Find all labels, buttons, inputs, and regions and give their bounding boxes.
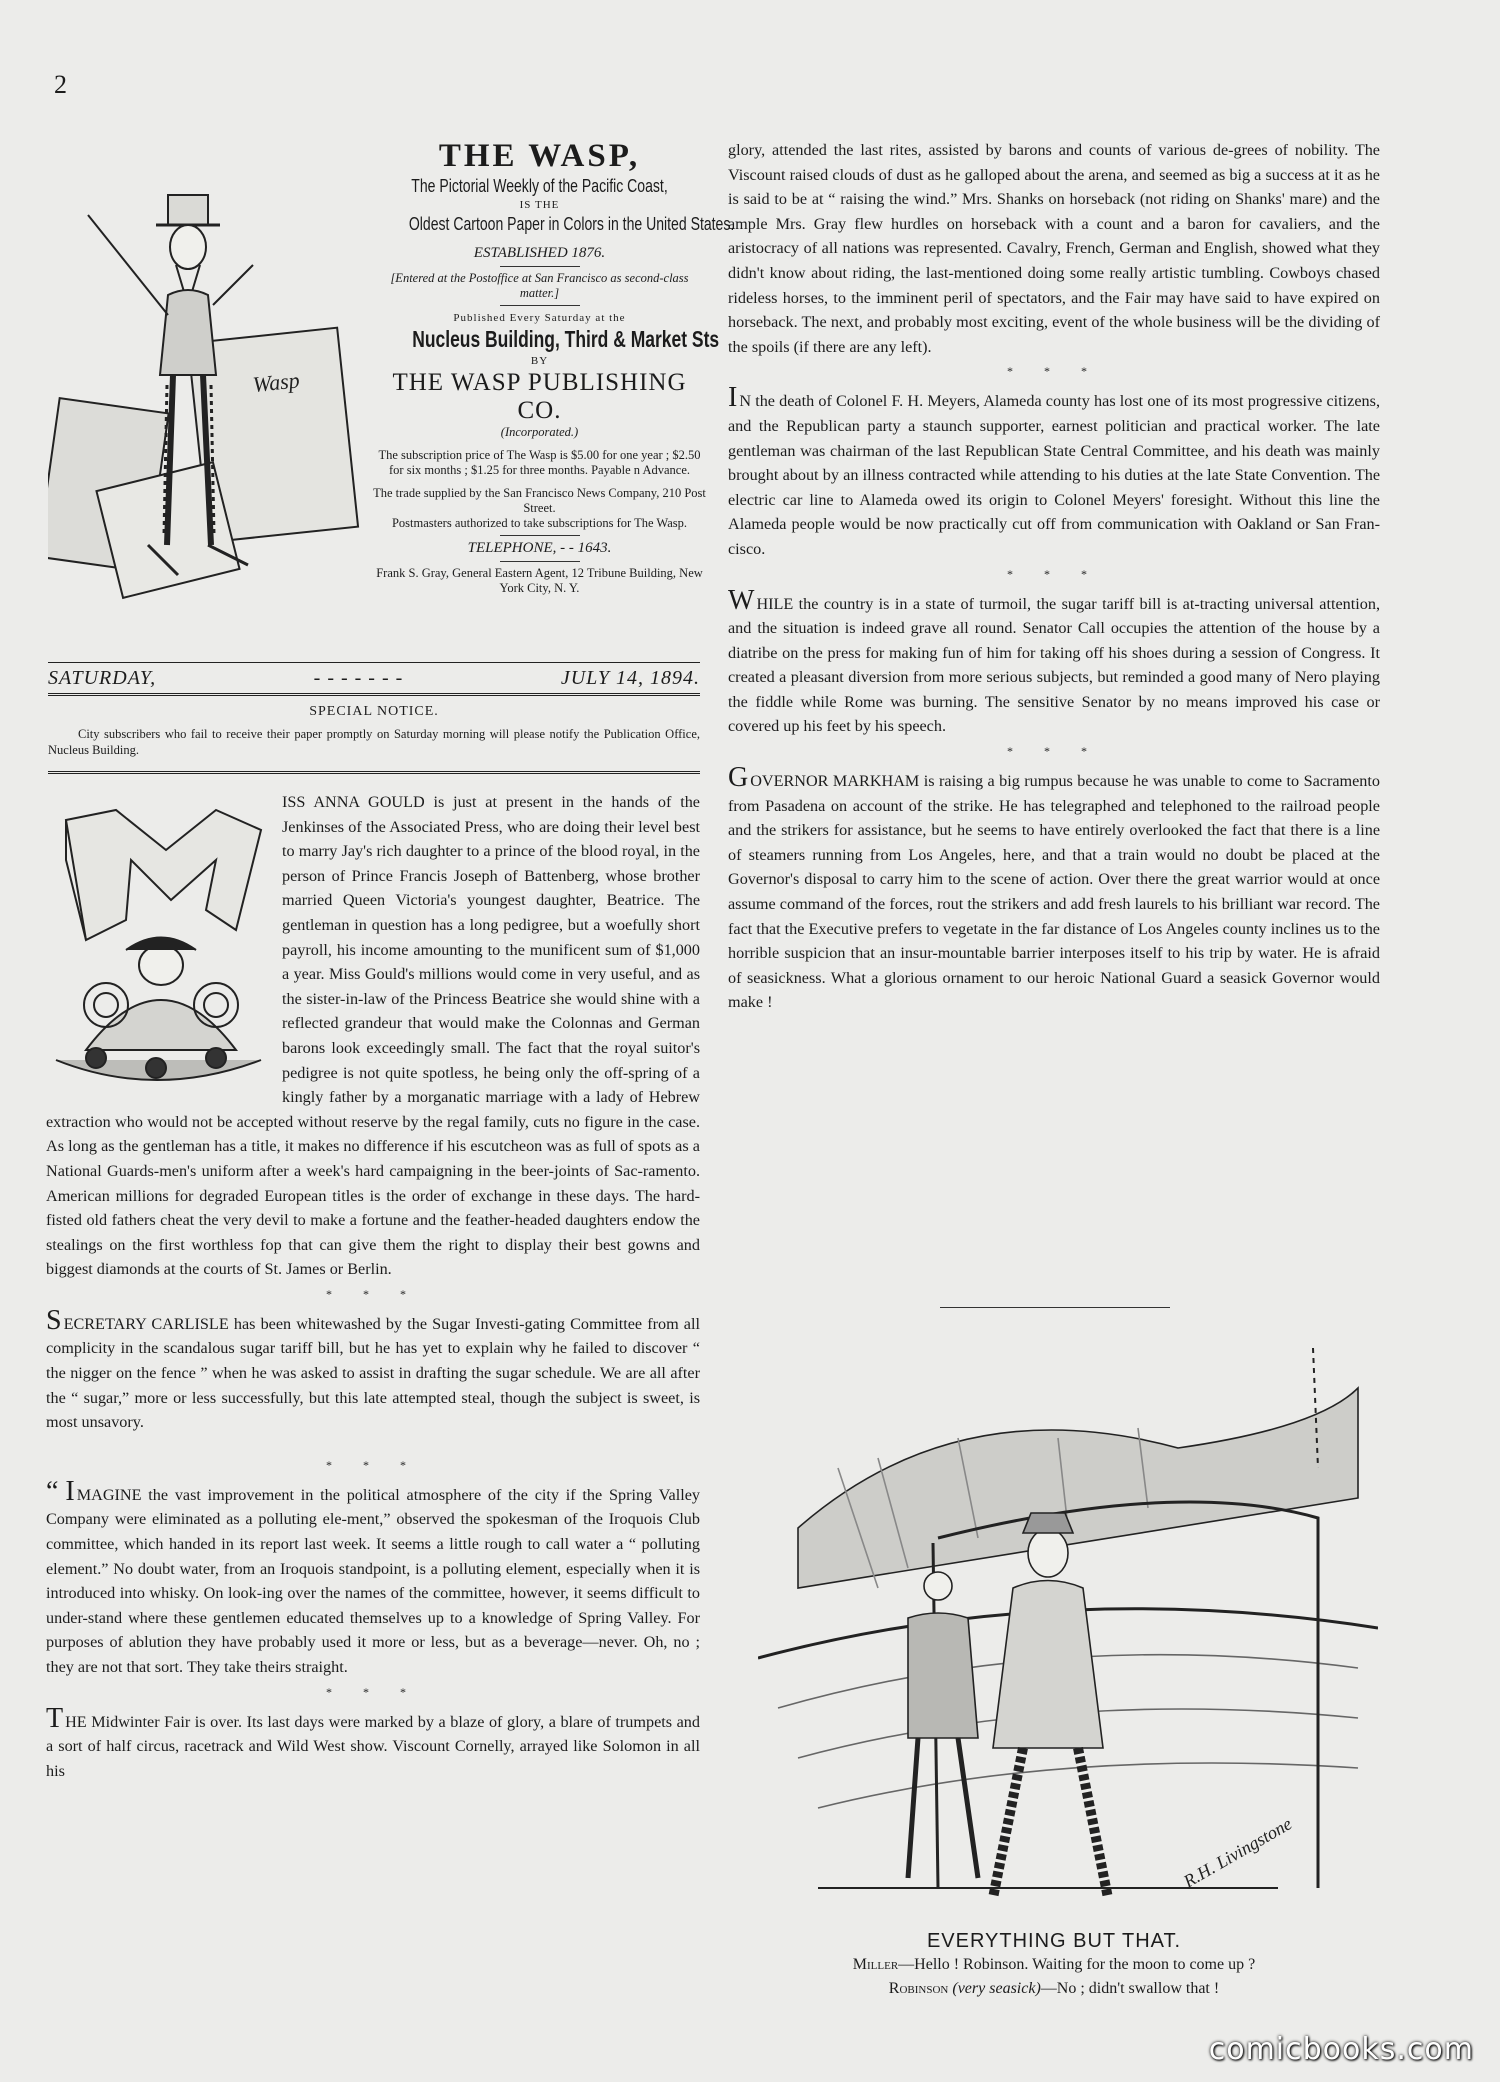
article-markham: [728, 762, 1380, 1015]
caption-line-robinson: [728, 1977, 1380, 2001]
speaker-miller: Miller: [852, 1956, 899, 1973]
seasick-cartoon-illustration: [758, 1328, 1378, 1938]
article-sugar: [728, 584, 1380, 740]
robinson-aside: (very seasick): [952, 1980, 1041, 1997]
drop-cap: “ I: [46, 1475, 75, 1507]
masthead-published: Published Every Saturday at the: [453, 312, 626, 324]
divider: [48, 771, 700, 774]
masthead-by: BY: [530, 355, 549, 367]
masthead-subscription: The subscription price of The Wasp is $5.00 for one year ; $2.50 for six months ; $1.25 for three months. Payable n Advance.: [378, 448, 701, 477]
masthead-title: THE WASP,: [438, 138, 641, 174]
masthead-tagline-2: Oldest Cartoon Paper in Colors in the United States.: [408, 214, 735, 234]
article-gould: [46, 790, 700, 1282]
masthead-established: ESTABLISHED 1876.: [473, 245, 606, 261]
section-divider-stars: * * *: [326, 1457, 420, 1472]
article-sugar-text: HILE the country is in a state of turmoil, the sugar tariff bill is at-tracting universal attention, and the situation is indeed grave all round. Senator Call occupies the attention of the house by a diatribe on the press for making fun of him for taking off his shoes during a session of Congress. It created a pleasant diversion from more serious subjects, but reminded a good many of Nero playing the fiddle while Rome was burning. The sensitive Senator by no means improved his case or covered up his feet by his speech.: [728, 594, 1380, 736]
article-imagine: [46, 1475, 700, 1680]
article-fair-continued: glory, attended the last rites, assisted by barons and counts of various de-grees of nobility. The Viscount raised clouds of dust as he galloped about the arena, and seemed as big a success at it as he is said to be at “ raising the wind.” Mrs. Shanks on horseback (not riding on Shanks' mare) and the ample Mrs. Gray flew hurdles on horseback with a count and a baron for cavaliers, and the aristocracy of all nations was represented. Cavalry, French, German and English, showed what they didn't know about riding, the last-mentioned doing some really artistic tumbling. Cowboys chased rideless horses, to the imminent peril of spectators, and the Fair may have said to have expired on horseback. The next, and probably most exciting, event of the whole business will be the dividing of the spoils (if there are any left).: [728, 141, 1380, 356]
article-fair-text: HE Midwinter Fair is over. Its last days were marked by a blaze of glory, a blare of trumpets and a sort of half circus, racetrack and Wild West show. Viscount Cornelly, arrayed like Solomon in all his: [46, 1712, 700, 1780]
notice-heading: SPECIAL NOTICE.: [309, 704, 439, 719]
masthead: [372, 138, 735, 596]
masthead-building: Nucleus Building, Third & Market Sts: [412, 326, 720, 352]
section-divider-stars: * * *: [1007, 364, 1101, 379]
drop-cap: T: [46, 1702, 64, 1734]
drop-cap: S: [46, 1304, 62, 1336]
caption-title: EVERYTHING BUT THAT.: [926, 1930, 1182, 1952]
miller-dialogue: —Hello ! Robinson. Waiting for the moon to come up ?: [898, 1956, 1256, 1973]
dateline-date: JULY 14, 1894.: [560, 666, 700, 689]
robinson-dialogue: —No ; didn't swallow that !: [1040, 1980, 1220, 1997]
masthead-agent: Frank S. Gray, General Eastern Agent, 12 Tribune Building, New York City, N. Y.: [376, 566, 703, 595]
article-gould-text: ISS ANNA GOULD is just at present in the hands of the Jenkinses of the Associated Press, who are doing their level best to marry Jay's rich daughter to a prince of the blood royal, in the person of Prince Francis Joseph of Battenberg, whose brother married Queen Victoria's youngest daughter, Beatrice. The gentleman in question has a long pedigree, but a woefully short payroll, his income amounting to the munificent sum of $1,000 a year. Miss Gould's millions would come in very useful, and as the sister-in-law of the Princess Beatrice she would shine with a reflected grandeur that would make the Colonnas and German barons look exceedingly small. The fact that the royal suitor's pedigree is not quite spotless, he being only the off-spring of a kingly father by a morganatic marriage with a lady of Hebrew extraction who would not be accepted without reserve by the regal family, cuts no figure in the case. As long as the gentleman has a title, it makes no difference if his escutcheon was as full of spots as a National Guards-men's uniform after a week's hard campaigning in the beer-joints of Sac-ramento. American millions for degraded European titles is the order of exchange in these days. The hard-fisted old fathers cheat the very devil to make a fortune and the feather-headed daughters endow the stealings on the first worthless fop that can give them the right to display their best gowns and biggest diamonds at the courts of St. James or Berlin.: [46, 793, 700, 1279]
article-markham-text: OVERNOR MARKHAM is raising a big rumpus because he was unable to come to Sacramento from Pasadena on account of the strike. He has telegraphed and telephoned to the railroad people and the strikers for assistance, but he seems to have entirely overlooked the fact that there is a line of steamers running from Los Angeles, here, and that a train would no doubt be placed at the Governor's disposal to carry him to the scene of action. Over there the great warrior would at once assume command of the forces, rout the strikers and add fresh laurels to his brilliant war record. The fact that the Executive prefers to vegetate in the far distance of Los Angeles county inclines us to the horrible suspicion that an insur-mountable barrier interposes itself to his trip by water. He is afraid of seasickness. What a glorious ornament to our heroic National Guard a seasick Governor would make !: [728, 772, 1380, 1012]
section-divider-stars: * * *: [326, 1684, 420, 1699]
watermark: comicbooks.com: [1208, 2032, 1474, 2067]
divider: [940, 1307, 1170, 1308]
section-divider-stars: * * *: [1007, 566, 1101, 581]
caption-line-miller: [728, 1953, 1380, 1977]
masthead-cut-label: Wasp: [251, 367, 301, 398]
notice-text: City subscribers who fail to receive their paper promptly on Saturday morning will please notify the Publication Office, Nucleus Building.: [48, 727, 700, 757]
drop-cap: W: [728, 584, 755, 616]
page-number: 2: [54, 70, 67, 99]
artist-signature: R.H. Livingstone: [1180, 1813, 1296, 1892]
right-column: [728, 138, 1380, 1015]
dateline-dashes: - - - - - - -: [313, 666, 404, 689]
dateline: [48, 662, 700, 696]
article-imagine-text: MAGINE the vast improvement in the political atmosphere of the city if the Spring Valley Company were eliminated as a polluting ele-ment,” observed the spokesman of the Iroquois Club committee, which handed in its report last week. It seems a little rough to call water a “ polluting element.” No doubt water, from an Iroquois standpoint, is a polluting element, especially when it is introduced into whisky. On look-ing over the names of the committee, however, it seems difficult to under-stand where these gentlemen educated themselves up to a knowledge of Spring Valley. For purposes of ablution they have probably used it more or less, but as a beverage—never. Oh, no ; they are not that sort. They take theirs straight.: [46, 1485, 700, 1676]
masthead-trade: The trade supplied by the San Francisco News Company, 210 Post Street.: [373, 486, 706, 515]
article-meyers: [728, 382, 1380, 561]
article-meyers-text: N the death of Colonel F. H. Meyers, Alameda county has lost one of its most progressive citizens, and the Republican party a staunch supporter, earnest politician and practical worker. The late gentleman was chairman of the last Republican State Central Committee, and his death was mainly brought about by an illness contracted while attending to his duties at the late State Convention. The electric car line to Alameda owed its origin to Colonel Meyers' foresight. Without this line the Alameda people would be now practically cut off from communication with Oakland or San Fran-cisco.: [728, 392, 1380, 558]
special-notice: [48, 704, 700, 758]
left-column: [46, 790, 700, 1783]
drop-cap: I: [728, 382, 738, 414]
cartoon-caption: [728, 1930, 1380, 2001]
masthead-is-the: IS THE: [519, 199, 560, 211]
masthead-illustration: [48, 185, 366, 605]
section-divider-stars: * * *: [326, 1286, 420, 1301]
article-fair: [46, 1702, 700, 1784]
masthead-publisher: THE WASP PUBLISHING CO.: [392, 369, 687, 424]
masthead-postmasters: Postmasters authorized to take subscriptions for The Wasp.: [391, 516, 687, 530]
masthead-tagline-1: The Pictorial Weekly of the Pacific Coast,: [411, 176, 668, 196]
dateline-day: SATURDAY,: [48, 666, 157, 689]
article-carlisle-text: ECRETARY CARLISLE has been whitewashed by the Sugar Investi-gating Committee from all complicity in the scandalous sugar tariff bill, but he has yet to explain why he failed to discover “ the nigger on the fence ” when he was asked to assist in drafting the sugar schedule. We are all after the “ sugar,” more or less successfully, but this late attempted steal, though the subject is sweet, is most unsavory.: [46, 1314, 700, 1432]
speaker-robinson: Robinson: [888, 1980, 949, 1997]
drop-cap: G: [728, 762, 749, 794]
masthead-entered: [Entered at the Postoffice at San Francisco as second-class matter.]: [390, 271, 689, 300]
masthead-incorporated: (Incorporated.): [500, 425, 579, 439]
section-divider-stars: * * *: [1007, 744, 1101, 759]
article-carlisle: [46, 1304, 700, 1435]
masthead-telephone: TELEPHONE, - - 1643.: [467, 540, 612, 556]
